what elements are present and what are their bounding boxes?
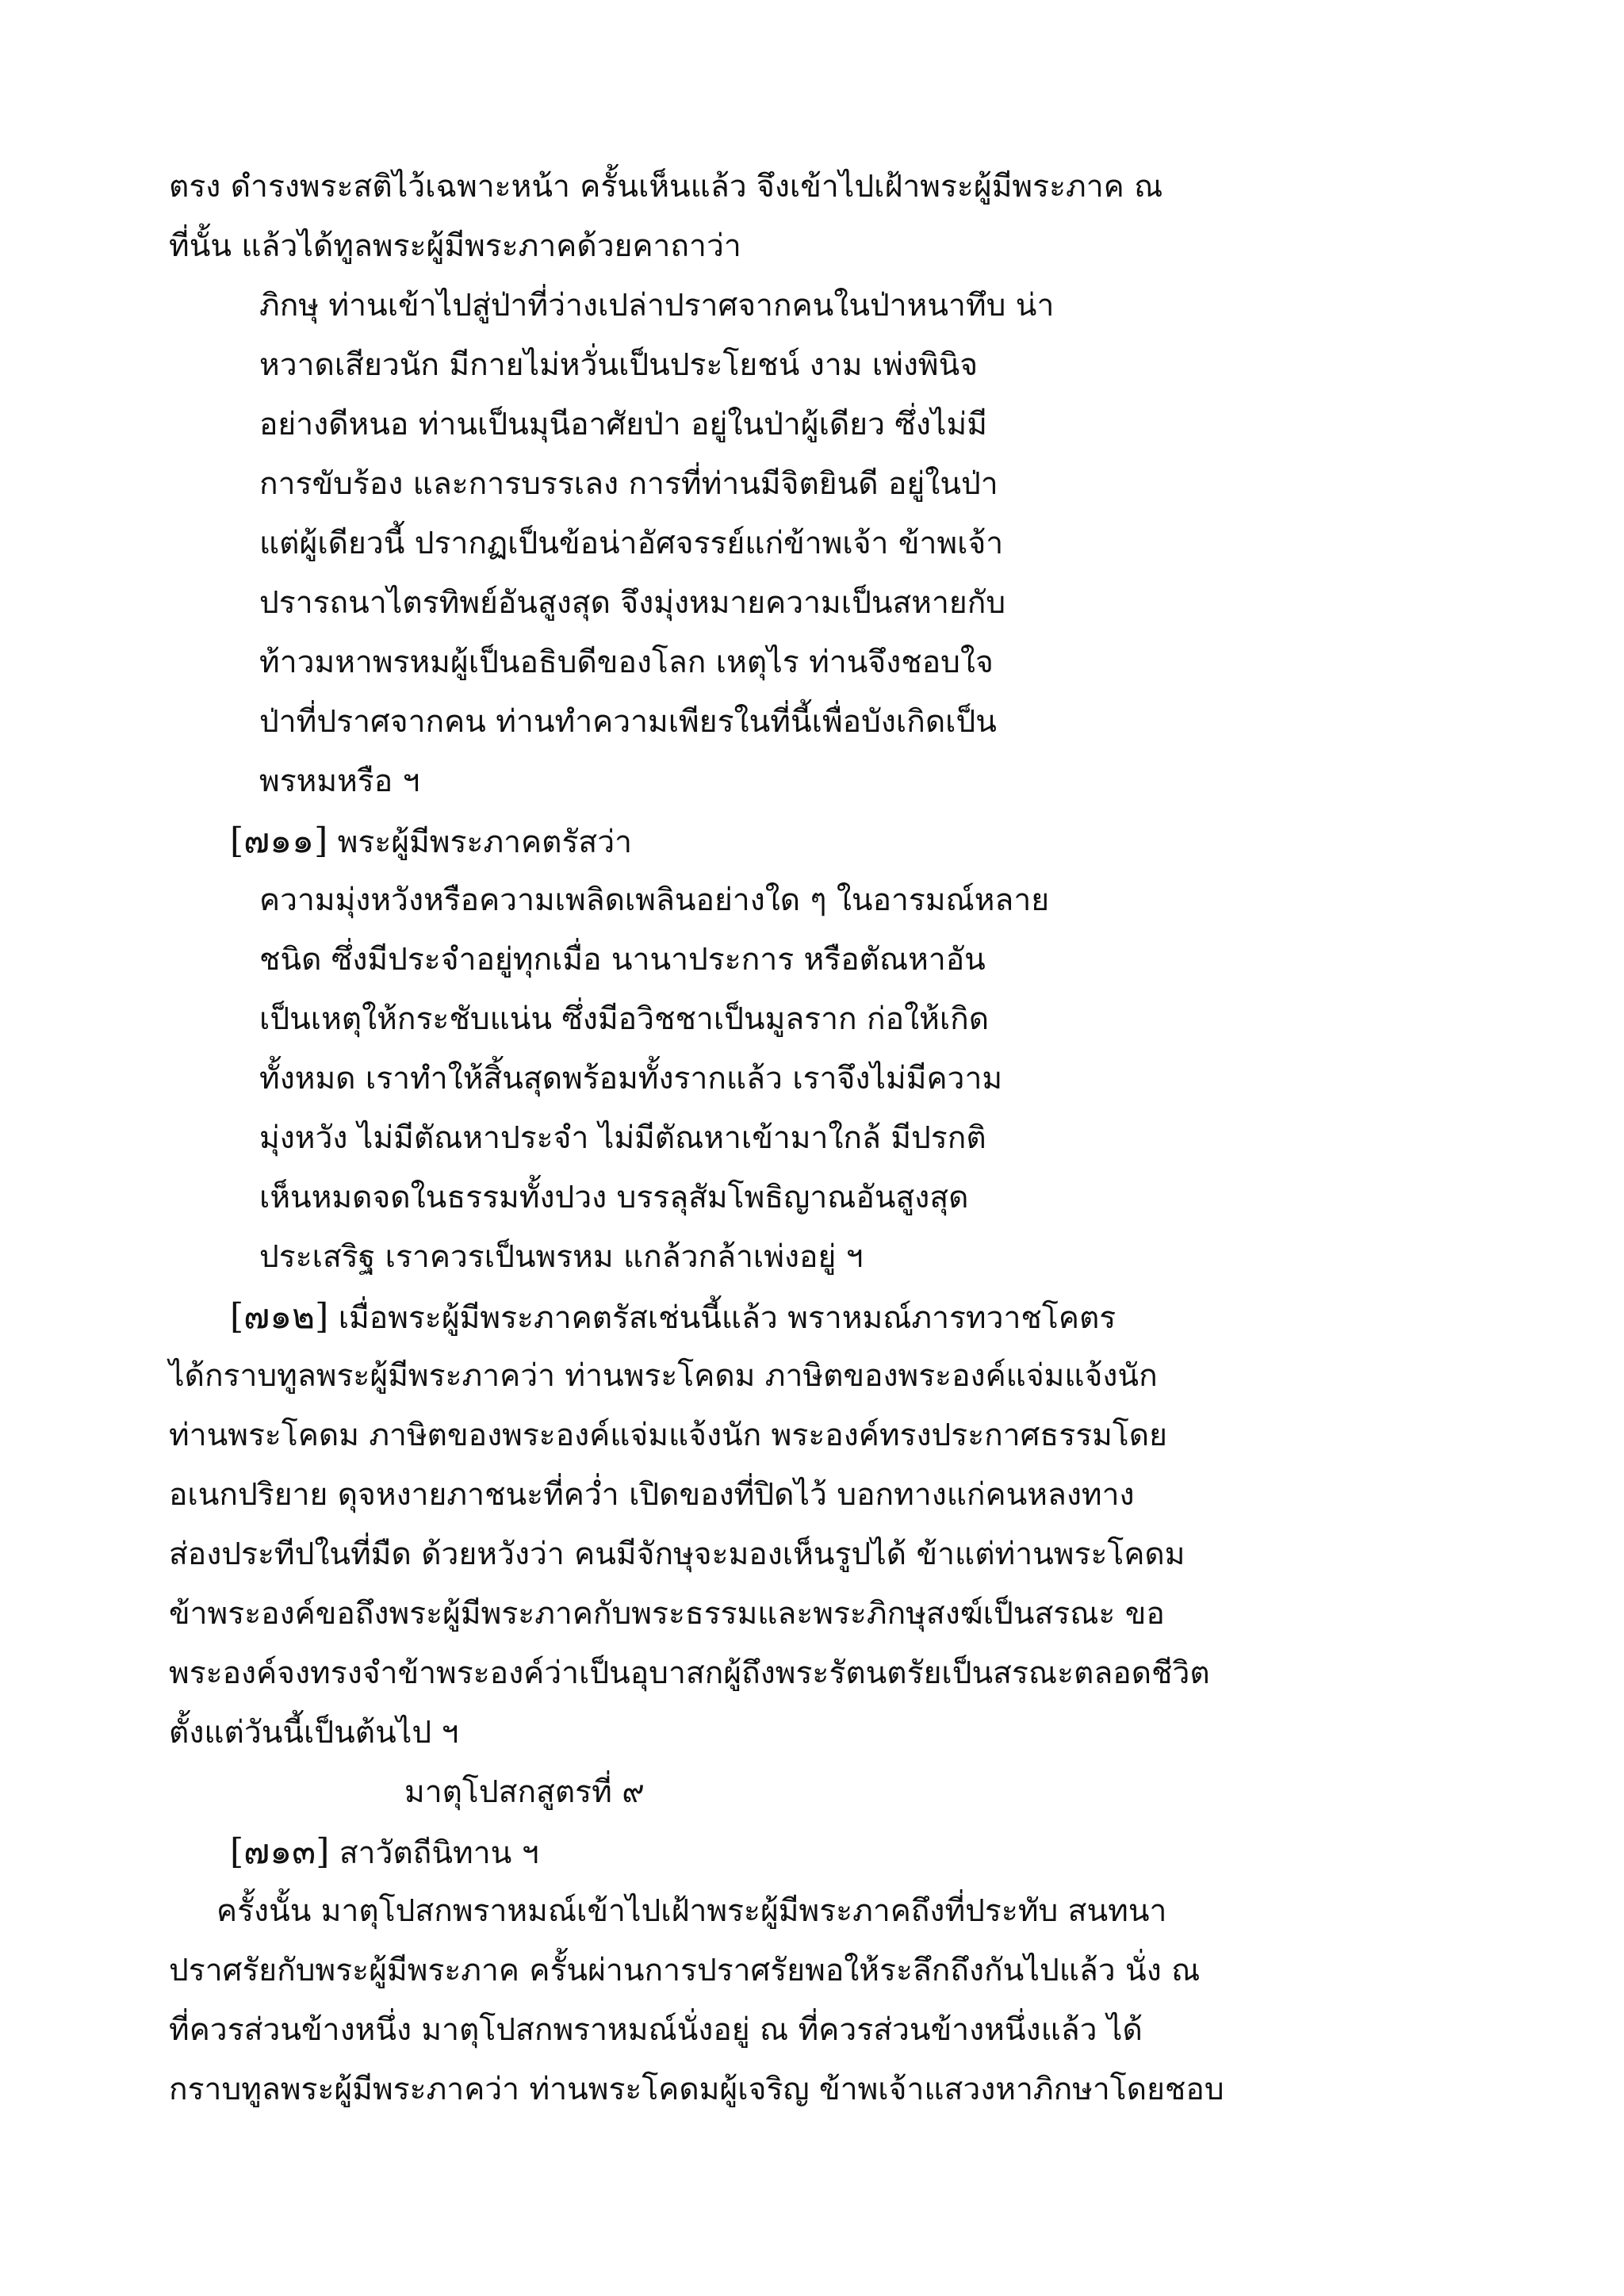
verse-line: อย่างดีหนอ ท่านเป็นมุนีอาศัยป่า อยู่ในป่าผู้เดียว ซึ่งไม่มี bbox=[259, 407, 987, 442]
section-number: [๗๑๑] bbox=[230, 821, 328, 861]
paragraph-first-line: เมื่อพระผู้มีพระภาคตรัสเช่นนี้แล้ว พราหมณ์ภารทวาชโคตร bbox=[338, 1300, 1116, 1336]
verse-line: พรหมหรือ ฯ bbox=[259, 763, 420, 799]
verse-line: ความมุ่งหวังหรือความเพลิดเพลินอย่างใด ๆ ในอารมณ์หลาย bbox=[259, 882, 1050, 918]
prose-line: กราบทูลพระผู้มีพระภาคว่า ท่านพระโคดมผู้เจริญ ข้าพเจ้าแสวงหาภิกษาโดยชอบ bbox=[169, 2072, 1224, 2107]
verse-line: เป็นเหตุให้กระชับแน่น ซึ่งมีอวิชชาเป็นมูลราก ก่อให้เกิด bbox=[259, 1001, 990, 1037]
prose-line: ข้าพระองค์ขอถึงพระผู้มีพระภาคกับพระธรรมและพระภิกษุสงฆ์เป็นสรณะ ขอ bbox=[169, 1596, 1165, 1632]
prose-line: ตั้งแต่วันนี้เป็นต้นไป ฯ bbox=[169, 1715, 459, 1751]
verse-line: เห็นหมดจดในธรรมทั้งปวง บรรลุสัมโพธิญาณอันสูงสุด bbox=[259, 1180, 969, 1215]
verse-line: ทั้งหมด เราทำให้สิ้นสุดพร้อมทั้งรากแล้ว เราจึงไม่มีความ bbox=[259, 1061, 1003, 1096]
prose-line: พระองค์จงทรงจำข้าพระองค์ว่าเป็นอุบาสกผู้ถึงพระรัตนตรัยเป็นสรณะตลอดชีวิต bbox=[169, 1655, 1210, 1691]
section-paragraph-712 bbox=[230, 1293, 1116, 1353]
verse-line: ภิกษุ ท่านเข้าไปสู่ป่าที่ว่างเปล่าปราศจากคนในป่าหนาทึบ น่า bbox=[259, 288, 1055, 323]
section-heading-text: สาวัตถีนิทาน ฯ bbox=[339, 1835, 539, 1871]
verse-line: ประเสริฐ เราควรเป็นพรหม แกล้วกล้าเพ่งอยู่ ฯ bbox=[259, 1239, 864, 1275]
verse-line: ท้าวมหาพรหมผู้เป็นอธิบดีของโลก เหตุไร ท่านจึงชอบใจ bbox=[259, 645, 994, 680]
verse-line: ป่าที่ปราศจากคน ท่านทำความเพียรในที่นี้เพื่อบังเกิดเป็น bbox=[259, 704, 997, 740]
verse-line: ชนิด ซึ่งมีประจำอยู่ทุกเมื่อ นานาประการ หรือตัณหาอัน bbox=[259, 942, 986, 978]
paragraph-first-line: ครั้งนั้น มาตุโปสกพราหมณ์เข้าไปเฝ้าพระผู้มีพระภาคถึงที่ประทับ สนทนา bbox=[216, 1893, 1167, 1929]
section-heading-713 bbox=[230, 1828, 539, 1888]
prose-line: ท่านพระโคดม ภาษิตของพระองค์แจ่มแจ้งนัก พระองค์ทรงประกาศธรรมโดย bbox=[169, 1418, 1167, 1453]
verse-line: มุ่งหวัง ไม่มีตัณหาประจำ ไม่มีตัณหาเข้ามาใกล้ มีปรกติ bbox=[259, 1120, 986, 1156]
verse-line: การขับร้อง และการบรรเลง การที่ท่านมีจิตยินดี อยู่ในป่า bbox=[259, 466, 998, 502]
section-heading-text: พระผู้มีพระภาคตรัสว่า bbox=[337, 825, 633, 860]
prose-line: ส่องประทีปในที่มืด ด้วยหวังว่า คนมีจักษุจะมองเห็นรูปได้ ข้าแต่ท่านพระโคดม bbox=[169, 1536, 1185, 1572]
verse-line: แต่ผู้เดียวนี้ ปรากฏเป็นข้อน่าอัศจรรย์แก่ข้าพเจ้า ข้าพเจ้า bbox=[259, 526, 1004, 561]
prose-line: อเนกปริยาย ดุจหงายภาชนะที่คว่ำ เปิดของที่ปิดไว้ บอกทางแก่คนหลงทาง bbox=[169, 1477, 1135, 1513]
prose-line: ปราศรัยกับพระผู้มีพระภาค ครั้นผ่านการปราศรัยพอให้ระลึกถึงกันไปแล้ว นั่ง ณ bbox=[169, 1953, 1201, 1988]
verse-line: หวาดเสียวนัก มีกายไม่หวั่นเป็นประโยชน์ งาม เพ่งพินิจ bbox=[259, 347, 979, 383]
sutta-title: มาตุโปสกสูตรที่ ๙ bbox=[404, 1774, 645, 1810]
section-heading-711 bbox=[230, 817, 632, 877]
section-number: [๗๑๓] bbox=[230, 1831, 330, 1872]
prose-line: ที่ควรส่วนข้างหนึ่ง มาตุโปสกพราหมณ์นั่งอยู่ ณ ที่ควรส่วนข้างหนึ่งแล้ว ได้ bbox=[169, 2012, 1143, 2048]
prose-line: ที่นั้น แล้วได้ทูลพระผู้มีพระภาคด้วยคาถาว่า bbox=[169, 228, 741, 264]
section-number: [๗๑๒] bbox=[230, 1296, 329, 1337]
prose-line: ตรง ดำรงพระสติไว้เฉพาะหน้า ครั้นเห็นแล้ว จึงเข้าไปเฝ้าพระผู้มีพระภาค ณ bbox=[169, 169, 1163, 205]
verse-line: ปรารถนาไตรทิพย์อันสูงสุด จึงมุ่งหมายความเป็นสหายกับ bbox=[259, 585, 1006, 621]
prose-line: ได้กราบทูลพระผู้มีพระภาคว่า ท่านพระโคดม ภาษิตของพระองค์แจ่มแจ้งนัก bbox=[169, 1358, 1158, 1394]
